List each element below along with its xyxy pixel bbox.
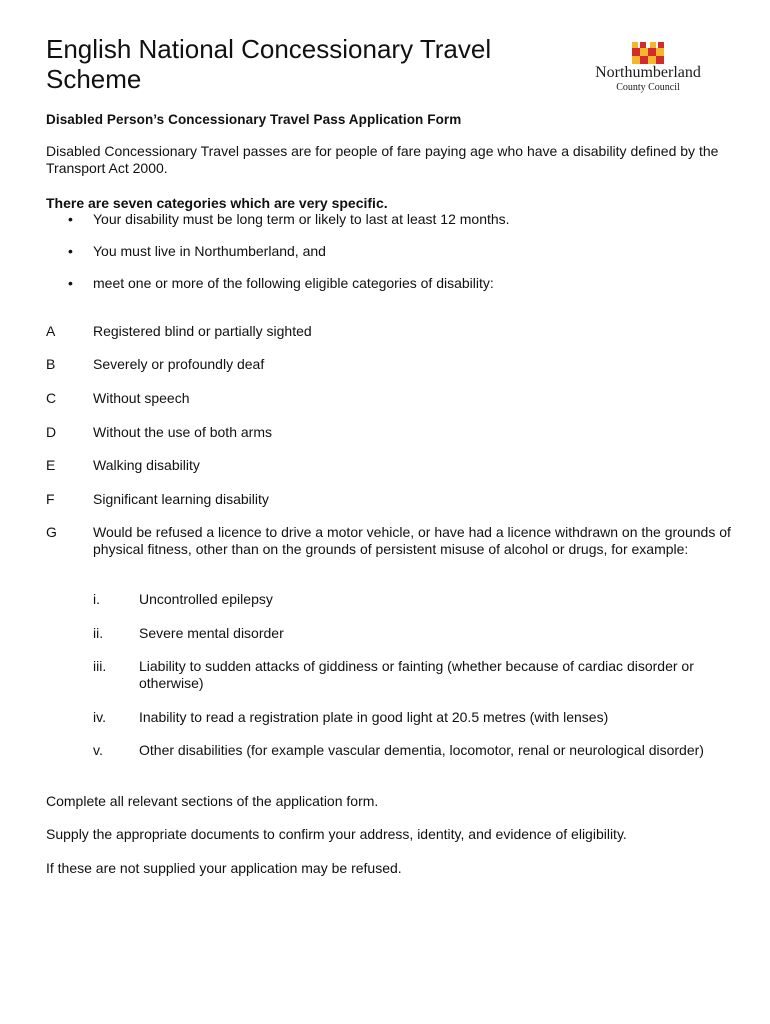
example-number: iv. [93,709,106,725]
category-letter: D [46,424,57,440]
example-text: Other disabilities (for example vascular dementia, locomotor, renal or neurological disorder) [139,742,704,758]
page-title [46,34,566,94]
category-letter: F [46,491,55,507]
example-text: Liability to sudden attacks of giddiness or fainting (whether because of cardiac disorder or otherwise) [139,658,694,691]
bullet-item: meet one or more of the following eligible categories of disability: [93,275,494,291]
category-letter: C [46,390,57,406]
closing-instruction: If these are not supplied your application may be refused. [46,860,402,876]
bullet-dot: • [68,275,73,291]
example-text: Inability to read a registration plate in good light at 20.5 metres (with lenses) [139,709,609,725]
bullet-dot: • [68,211,73,227]
example-text: Uncontrolled epilepsy [139,591,273,607]
bullet-item: Your disability must be long term or likely to last at least 12 months. [93,211,510,227]
example-number: iii. [93,658,107,674]
example-number: ii. [93,625,104,641]
closing-instruction: Supply the appropriate documents to confirm your address, identity, and evidence of eligibility. [46,826,627,842]
categories-heading: There are seven categories which are very specific. [46,195,388,211]
category-text: Severely or profoundly deaf [93,356,265,372]
example-text: Severe mental disorder [139,625,284,641]
category-letter: E [46,457,56,473]
bullet-item: You must live in Northumberland, and [93,243,326,259]
castle-icon [632,42,664,64]
form-title: Disabled Person’s Concessionary Travel Pass Application Form [46,112,462,127]
category-text: Significant learning disability [93,491,269,507]
category-text: Without the use of both arms [93,424,272,440]
intro-paragraph: Disabled Concessionary Travel passes are for people of fare paying age who have a disability defined by the Transport Act 2000. [46,143,719,176]
category-letter: B [46,356,56,372]
category-text: Registered blind or partially sighted [93,323,312,339]
logo-subtitle: County Council [616,82,680,93]
example-number: v. [93,742,103,758]
category-text: Without speech [93,390,190,406]
bullet-dot: • [68,243,73,259]
title-line-1: English National Concessionary Travel [46,34,492,64]
category-text: Walking disability [93,457,200,473]
logo-name: Northumberland [595,64,701,81]
category-letter: G [46,524,57,540]
category-text: Would be refused a licence to drive a motor vehicle, or have had a licence withdrawn on the grounds of physical fitness, other than on the grounds of persistent misuse of alcohol or drugs, for example: [93,524,731,557]
closing-instruction: Complete all relevant sections of the application form. [46,793,379,809]
example-number: i. [93,591,100,607]
title-line-2: Scheme [46,64,142,94]
northumberland-logo [580,42,720,94]
category-letter: A [46,323,56,339]
